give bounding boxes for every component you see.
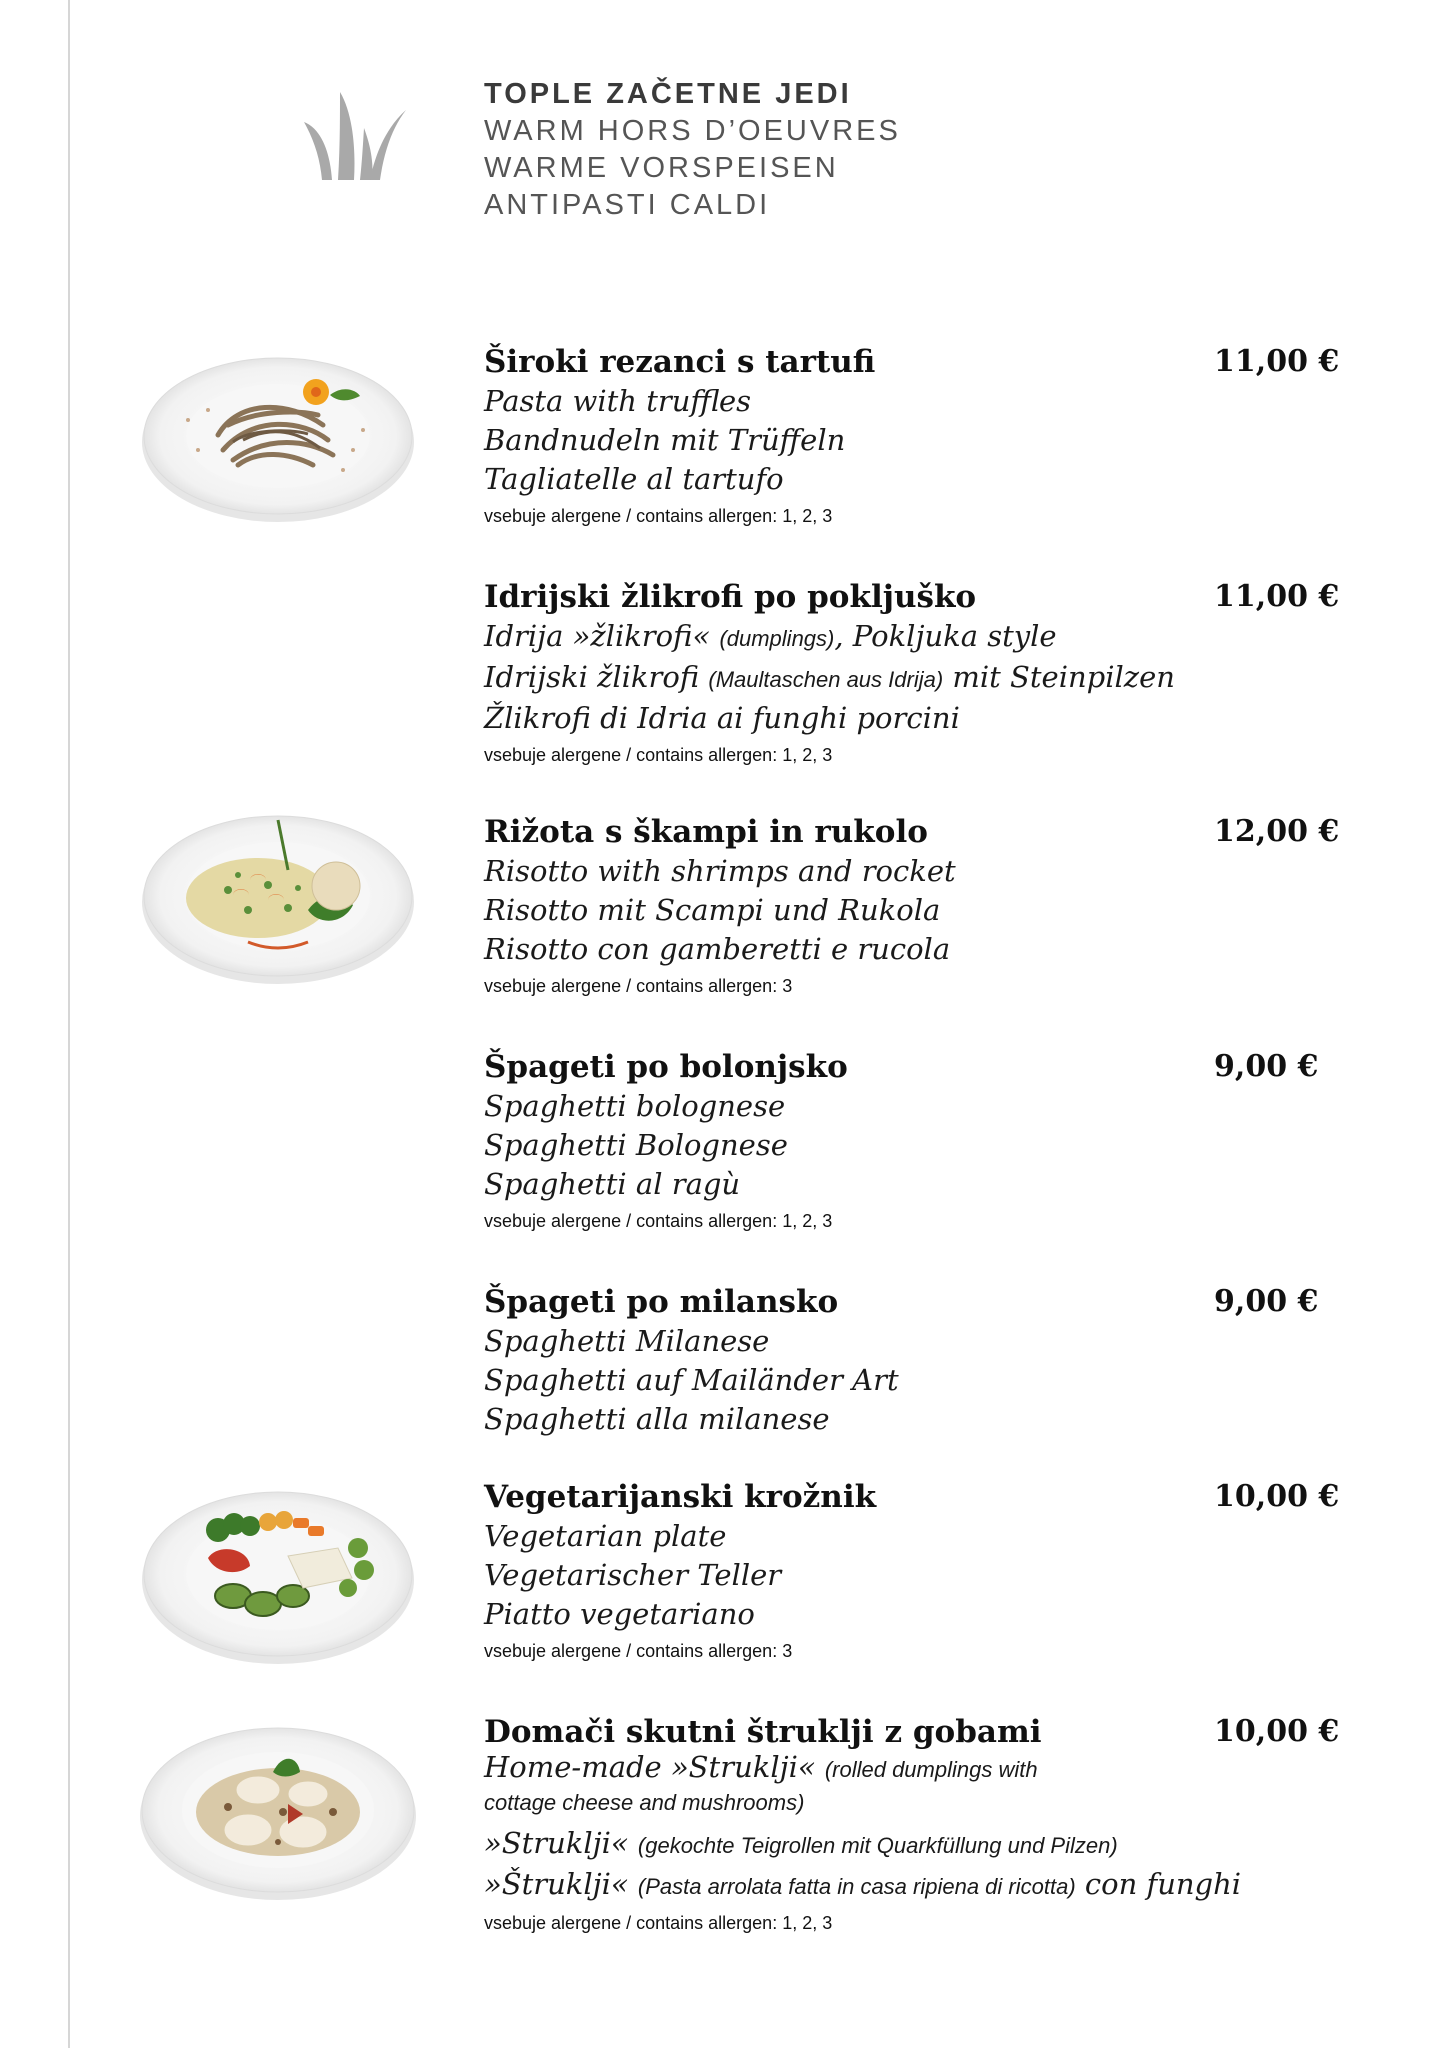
- dish-translation: Vegetarischer Teller: [484, 1558, 782, 1592]
- plate-struklji-mushrooms-image: [138, 1712, 418, 1902]
- dish-translation: Pasta with truffles: [484, 384, 752, 418]
- dish-translation: Piatto vegetariano: [484, 1597, 755, 1631]
- dish-item: [484, 812, 1354, 1001]
- dish-translation: Spaghetti Bolognese: [484, 1128, 788, 1162]
- dish-item: [484, 342, 1354, 531]
- dish-price: 11,00 €: [1214, 344, 1340, 379]
- dish-name: Vegetarijanski krožnik: [484, 1479, 877, 1515]
- dish-translation-note: (rolled dumplings with cottage cheese and mushrooms): [484, 1757, 1038, 1815]
- dish-allergen-info: vsebuje alergene / contains allergen: 1, 2, 3: [484, 1211, 833, 1231]
- dish-translation: Tagliatelle al tartufo: [484, 462, 784, 496]
- dish-item: [484, 1712, 1354, 1938]
- dish-translation: Idrija »žlikrofi« (dumplings), Pokljuka style: [484, 619, 1057, 653]
- dish-translation: Risotto mit Scampi und Rukola: [484, 893, 941, 927]
- dish-name: Domači skutni štruklji z gobami: [484, 1714, 1042, 1750]
- header-title-de: WARME VORSPEISEN: [484, 152, 839, 184]
- dish-translation: Vegetarian plate: [484, 1519, 727, 1553]
- dish-price: 9,00 €: [1214, 1049, 1319, 1084]
- dish-translation: Risotto con gamberetti e rucola: [484, 932, 951, 966]
- crown-logo-icon: [300, 88, 410, 183]
- dish-translation: Žlikrofi di Idria ai funghi porcini: [484, 701, 960, 735]
- dish-allergen-info: vsebuje alergene / contains allergen: 1, 2, 3: [484, 1913, 833, 1933]
- header-title-it: ANTIPASTI CALDI: [484, 189, 771, 221]
- dish-translation: »Štruklji« (Pasta arrolata fatta in casa ripiena di ricotta) con funghi: [484, 1867, 1242, 1901]
- section-header: [484, 76, 901, 224]
- dish-translation: Idrijski žlikrofi (Maultaschen aus Idrija) mit Steinpilzen: [484, 660, 1175, 694]
- dish-translation: Spaghetti Milanese: [484, 1324, 770, 1358]
- dish-name: Špageti po milansko: [484, 1284, 839, 1320]
- dish-translation-note: (gekochte Teigrollen mit Quarkfüllung und Pilzen): [637, 1833, 1118, 1858]
- dish-translation: Spaghetti al ragù: [484, 1167, 741, 1201]
- dish-allergen-info: vsebuje alergene / contains allergen: 1, 2, 3: [484, 506, 833, 526]
- plate-vegetarian-image: [138, 1478, 418, 1668]
- dish-item: [484, 1047, 1354, 1236]
- header-title-en: WARM HORS D’OEUVRES: [484, 115, 901, 147]
- dish-translation-note: (Maultaschen aus Idrija): [708, 667, 944, 692]
- plate-risotto-shrimps-image: [138, 800, 418, 990]
- dish-name: Špageti po bolonjsko: [484, 1049, 848, 1085]
- dish-name: Idrijski žlikrofi po pokljuško: [484, 579, 977, 615]
- dish-price: 10,00 €: [1214, 1479, 1340, 1514]
- dish-translation: »Struklji« (gekochte Teigrollen mit Quarkfüllung und Pilzen): [484, 1826, 1118, 1860]
- dish-translation: Bandnudeln mit Trüffeln: [484, 423, 846, 457]
- dish-price: 12,00 €: [1214, 814, 1340, 849]
- plate-pasta-truffles-image: [138, 340, 418, 530]
- dish-allergen-info: vsebuje alergene / contains allergen: 3: [484, 976, 793, 996]
- dish-name: Široki rezanci s tartufi: [484, 344, 876, 380]
- dish-item: [484, 577, 1354, 770]
- dish-price: 10,00 €: [1214, 1714, 1340, 1749]
- dish-translation: Spaghetti alla milanese: [484, 1402, 830, 1436]
- header-title-sl: TOPLE ZAČETNE JEDI: [484, 78, 852, 110]
- dish-price: 11,00 €: [1214, 579, 1340, 614]
- dish-name: Rižota s škampi in rukolo: [484, 814, 928, 850]
- page-margin-line: [68, 0, 70, 2048]
- dish-translation: Risotto with shrimps and rocket: [484, 854, 956, 888]
- dish-allergen-info: vsebuje alergene / contains allergen: 3: [484, 1641, 793, 1661]
- dish-item: [484, 1477, 1354, 1666]
- dish-price: 9,00 €: [1214, 1284, 1319, 1319]
- dish-item: [484, 1282, 1354, 1439]
- dish-translation: Spaghetti auf Mailänder Art: [484, 1363, 899, 1397]
- dish-allergen-info: vsebuje alergene / contains allergen: 1, 2, 3: [484, 745, 833, 765]
- dish-translation-note: (dumplings): [719, 626, 835, 651]
- dish-translation-note: (Pasta arrolata fatta in casa ripiena di ricotta): [637, 1874, 1076, 1899]
- dish-translation: Home-made »Struklji« (rolled dumplings with cottage cheese and mushrooms): [484, 1750, 1038, 1815]
- dish-translation: Spaghetti bolognese: [484, 1089, 786, 1123]
